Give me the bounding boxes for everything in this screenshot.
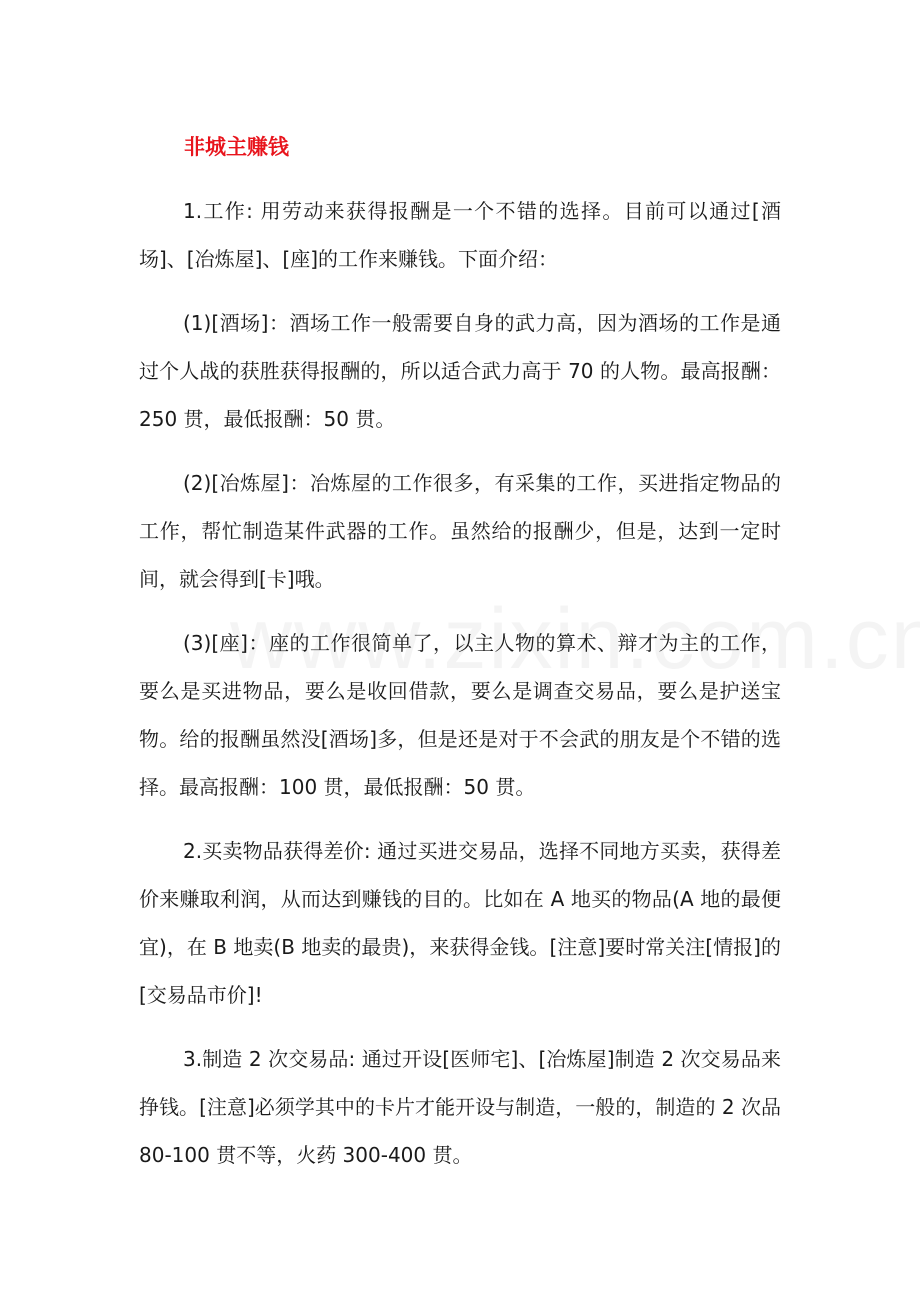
paragraph-manufacture: 3.制造 2 次交易品: 通过开设[医师宅]、[冶炼屋]制造 2 次交易品来挣钱。[注意]必须学其中的卡片才能开设与制造，一般的，制造的 2 次品 80-100 贯不等，火药 300-400 贯。 — [139, 1047, 781, 1167]
paragraph-work-intro: 1.工作: 用劳动来获得报酬是一个不错的选择。目前可以通过[酒场]、[冶炼屋]、[座]的工作来赚钱。下面介绍： — [139, 199, 781, 271]
paragraph-smelting-house: (2)[冶炼屋]：冶炼屋的工作很多，有采集的工作，买进指定物品的工作，帮忙制造某件武器的工作。虽然给的报酬少，但是，达到一定时间，就会得到[卡]哦。 — [139, 471, 781, 591]
paragraph-tavern: (1)[酒场]：酒场工作一般需要自身的武力高，因为酒场的工作是通过个人战的获胜获得报酬的，所以适合武力高于 70 的人物。最高报酬：250 贯，最低报酬：50 贯。 — [139, 311, 781, 431]
paragraph-guild: (3)[座]：座的工作很简单了，以主人物的算术、辩才为主的工作，要么是买进物品，要么是收回借款，要么是调查交易品，要么是护送宝物。给的报酬虽然没[酒场]多，但是还是对于不会武的朋友是个不错的选择。最高报酬：100 贯，最低报酬：50 贯。 — [139, 631, 781, 799]
section-title: 非城主赚钱 — [184, 135, 289, 159]
document-body — [139, 187, 781, 1195]
paragraph-trade-goods: 2.买卖物品获得差价: 通过买进交易品，选择不同地方买卖，获得差价来赚取利润，从而达到赚钱的目的。比如在 A 地买的物品(A 地的最便宜)，在 B 地卖(B 地卖的最贵)，来获得金钱。[注意]要时常关注[情报]的[交易品市价]! — [139, 839, 781, 1007]
